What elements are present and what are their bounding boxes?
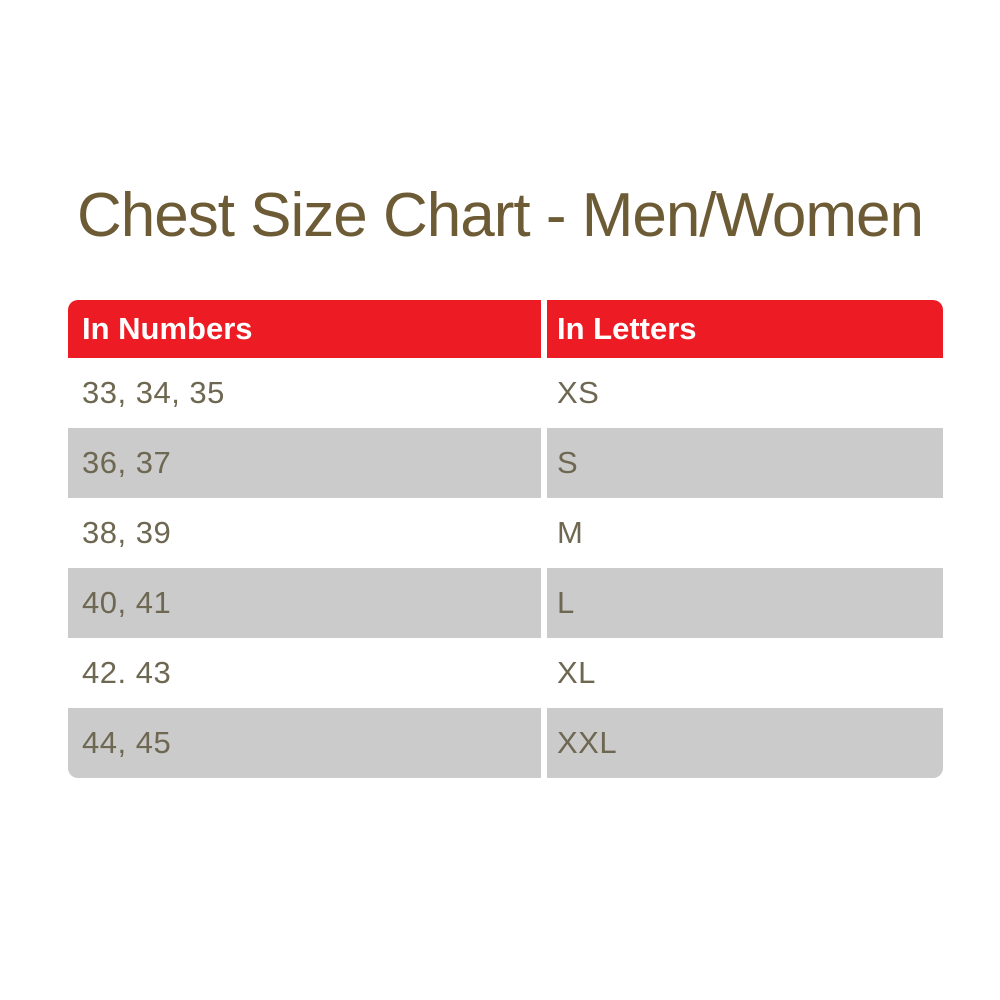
table-row xyxy=(68,358,943,428)
column-header-in-letters: In Letters xyxy=(547,300,943,358)
cell-letters: XXL xyxy=(547,708,943,778)
size-chart-table xyxy=(68,300,943,778)
cell-numbers: 36, 37 xyxy=(68,428,541,498)
table-row xyxy=(68,428,943,498)
cell-numbers: 42. 43 xyxy=(68,638,541,708)
cell-numbers: 44, 45 xyxy=(68,708,541,778)
cell-letters: S xyxy=(547,428,943,498)
cell-letters: XS xyxy=(547,358,943,428)
cell-letters: M xyxy=(547,498,943,568)
table-row xyxy=(68,708,943,778)
table-row xyxy=(68,498,943,568)
cell-numbers: 40, 41 xyxy=(68,568,541,638)
page-title: Chest Size Chart - Men/Women xyxy=(76,181,924,250)
cell-letters: L xyxy=(547,568,943,638)
table-row xyxy=(68,568,943,638)
cell-letters: XL xyxy=(547,638,943,708)
table-header-row xyxy=(68,300,943,358)
cell-numbers: 33, 34, 35 xyxy=(68,358,541,428)
column-header-in-numbers: In Numbers xyxy=(68,300,541,358)
cell-numbers: 38, 39 xyxy=(68,498,541,568)
table-row xyxy=(68,638,943,708)
